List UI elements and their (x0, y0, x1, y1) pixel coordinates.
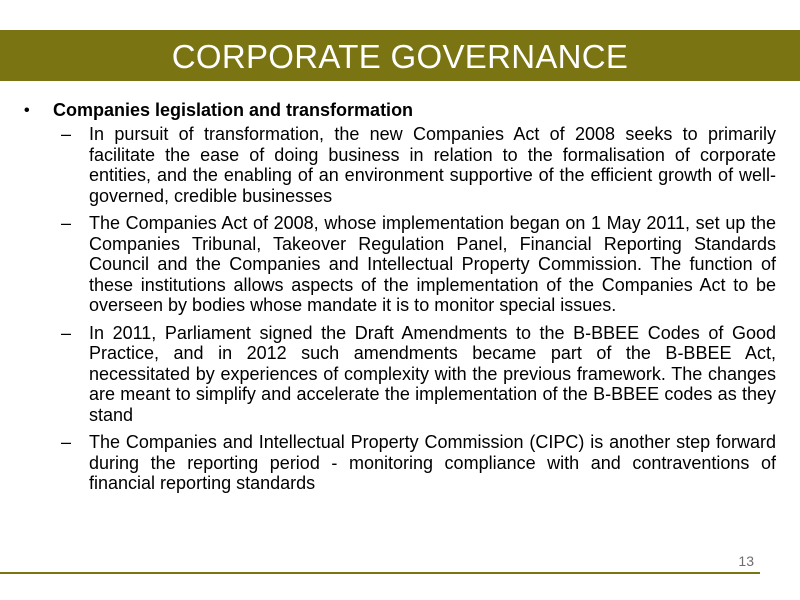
sub-bullet-item (61, 322, 776, 426)
main-bullet-item (0, 99, 800, 122)
sub-bullet-item (61, 213, 776, 316)
sub-bullet-item (61, 124, 776, 206)
slide-content (0, 99, 800, 501)
page-number: 13 (738, 553, 754, 569)
slide-title: CORPORATE GOVERNANCE (171, 38, 629, 75)
dash-icon: – (61, 124, 72, 144)
dash-icon: – (61, 432, 72, 452)
sub-bullet-list (0, 124, 800, 494)
footer-divider (0, 572, 760, 574)
dash-icon: – (61, 213, 72, 233)
sub-bullet-text: The Companies Act of 2008, whose implementation began on 1 May 2011, set up the Companies Tribunal, Takeover Regulation Panel, Financial Reporting Standards Council and the Companies and Intellectual Property Commission. The function of these institutions allows aspects of the implementation of the Companies Act to be overseen by bodies whose mandate it is to monitor special issues. (89, 213, 776, 315)
sub-bullet-text: In 2011, Parliament signed the Draft Amendments to the B-BBEE Codes of Good Practice, and in 2012 such amendments became part of the B-BBEE Act, necessitated by experiences of complexity with the previous framework. The changes are meant to simplify and accelerate the implementation of the B-BBEE codes as they stand (89, 322, 776, 425)
sub-bullet-text: The Companies and Intellectual Property Commission (CIPC) is another step forward during the reporting period - monitoring compliance with and contraventions of financial reporting standards (89, 432, 776, 493)
dash-icon: – (61, 322, 72, 343)
main-bullet-heading: Companies legislation and transformation (53, 100, 414, 120)
title-bar (0, 30, 800, 81)
bullet-icon: • (24, 102, 30, 119)
sub-bullet-item (61, 432, 776, 494)
sub-bullet-text: In pursuit of transformation, the new Companies Act of 2008 seeks to primarily facilitate the ease of doing business in relation to the formalisation of corporate entities, and the enabling of an environment supportive of the efficient growth of well-governed, credible businesses (89, 124, 776, 206)
